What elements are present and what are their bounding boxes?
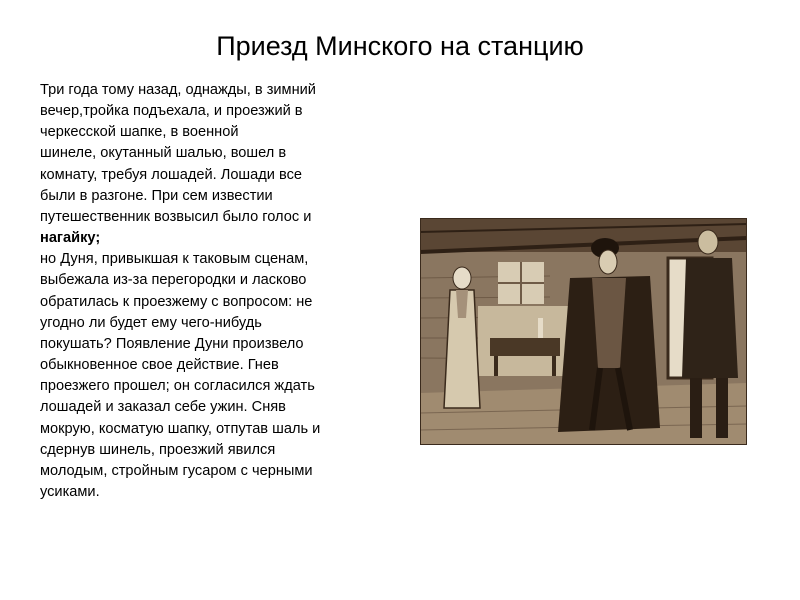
paragraph-line: обыкновенное свое действие. Гнев [40, 357, 279, 374]
paragraph-line: нагайку; [40, 230, 101, 247]
paragraph-line: проезжего прошел; он согласился ждать [40, 378, 315, 395]
paragraph-line: комнату, требуя лошадей. Лошади все [40, 166, 302, 183]
slide-title: Приезд Минского на станцию [216, 31, 584, 61]
paragraph-line: вечер,тройка подъехала, и проезжий в [40, 103, 303, 120]
paragraph-line: черкесской шапке, в военной [40, 124, 239, 141]
story-paragraph [40, 80, 400, 503]
paragraph-line: угодно ли будет ему чего-нибудь [40, 314, 262, 331]
paragraph-line: покушать? Появление Дуни произвело [40, 335, 304, 352]
paragraph-line: Три года тому назад, однажды, в зимний [40, 82, 316, 98]
paragraph-line: лошадей и заказал себе ужин. Сняв [40, 399, 286, 416]
illustration-drawing [420, 218, 747, 445]
paragraph-line: усиками. [40, 483, 100, 500]
paragraph-line: были в разгоне. При сем известии [40, 187, 273, 204]
paragraph-line: молодым, стройным гусаром с черными [40, 462, 313, 479]
illustration-image [420, 218, 747, 445]
paragraph-line: сдернув шинель, проезжий явился [40, 441, 276, 458]
paragraph-line: шинеле, окутанный шалью, вошел в [40, 145, 287, 162]
paragraph-line: но Дуня, привыкшая к таковым сценам, [40, 251, 309, 268]
paragraph-line: выбежала из-за перегородки и ласково [40, 272, 307, 289]
paragraph-line: обратилась к проезжему с вопросом: не [40, 293, 313, 310]
illus-table [490, 338, 560, 356]
paragraph-line: путешественник возвысил было голос и [40, 208, 312, 225]
paragraph-line: мокрую, косматую шапку, отпутав шаль и [40, 420, 321, 437]
illus-lamp [538, 318, 543, 338]
